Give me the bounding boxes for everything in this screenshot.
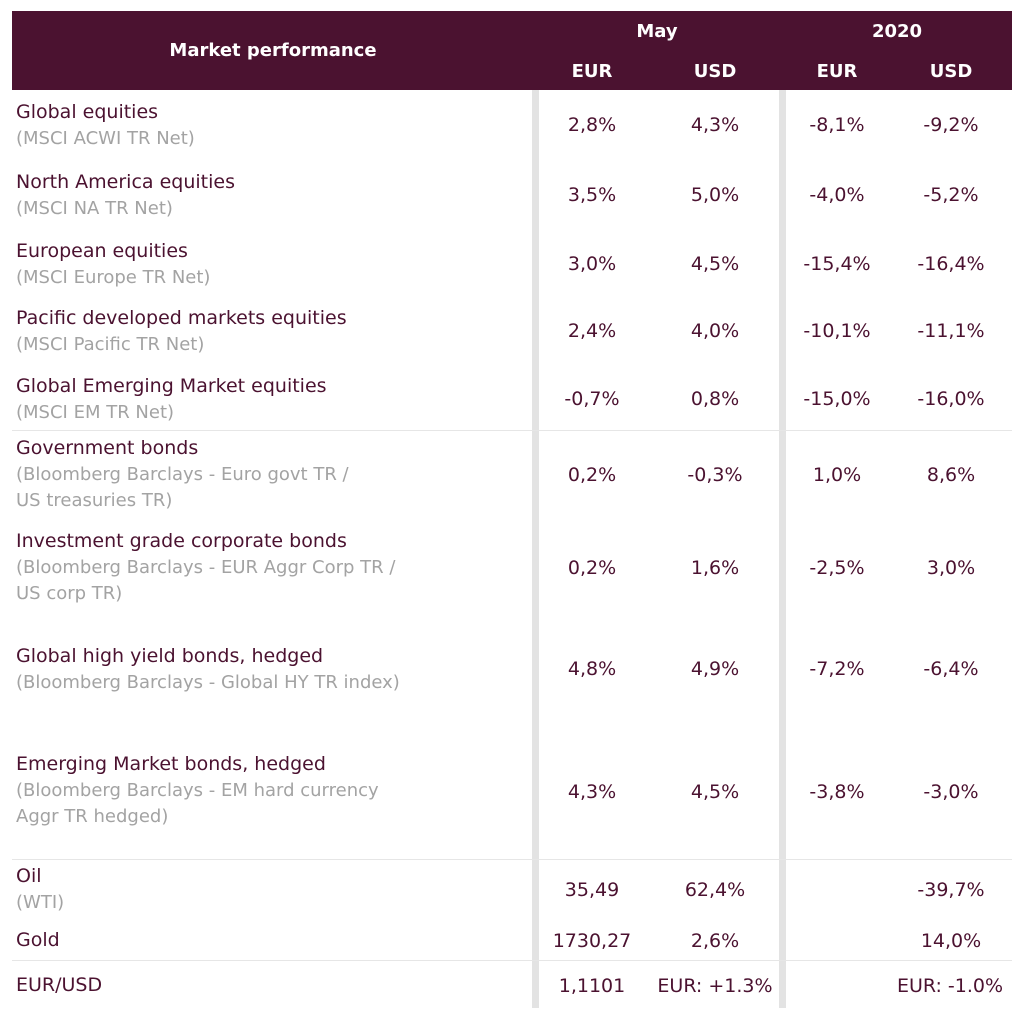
cell-may-usd: 4,9% — [690, 658, 740, 680]
header-group-2020: 2020 — [871, 21, 923, 42]
row-sublabel: (MSCI EM TR Net) — [16, 402, 175, 423]
row-sublabel: (Bloomberg Barclays - EUR Aggr Corp TR / — [16, 557, 396, 578]
row-label: Global high yield bonds, hedged — [16, 645, 324, 667]
table-row — [12, 238, 1012, 298]
cell-2020-eur: -15,4% — [803, 253, 871, 275]
table-row — [12, 435, 1012, 521]
cell-2020-usd: 8,6% — [926, 464, 976, 486]
cell-may-eur: 0,2% — [567, 464, 617, 486]
row-label: Gold — [16, 929, 60, 951]
row-label: Global Emerging Market equities — [16, 375, 327, 397]
cell-may-eur: 0,2% — [567, 557, 617, 579]
row-sublabel: US treasuries TR) — [16, 490, 173, 511]
table-row — [12, 99, 1012, 159]
cell-2020-usd: -16,4% — [917, 253, 985, 275]
cell-may-usd: 62,4% — [684, 879, 746, 901]
cell-may-usd: -0,3% — [687, 464, 743, 486]
row-sublabel: (MSCI Pacific TR Net) — [16, 334, 205, 355]
cell-may-usd: 2,6% — [690, 930, 740, 952]
header-2020-eur: EUR — [816, 61, 858, 82]
row-sublabel: US corp TR) — [16, 583, 123, 604]
header-may-usd: USD — [693, 61, 737, 82]
cell-2020-usd: -39,7% — [917, 879, 985, 901]
table-row — [12, 305, 1012, 365]
table-row — [12, 863, 1012, 919]
cell-2020-usd: -5,2% — [923, 184, 979, 206]
cell-may-usd: 0,8% — [690, 388, 740, 410]
cell-2020-usd: -11,1% — [917, 320, 985, 342]
market-performance-table — [12, 11, 1012, 1011]
cell-may-eur: 2,8% — [567, 114, 617, 136]
cell-may-usd: 4,3% — [690, 114, 740, 136]
cell-may-eur: 1730,27 — [552, 930, 632, 952]
table-row — [12, 972, 1012, 1002]
cell-2020-usd: 14,0% — [920, 930, 982, 952]
row-label: Emerging Market bonds, hedged — [16, 753, 326, 775]
cell-2020-usd: -3,0% — [923, 781, 979, 803]
row-sublabel: (Bloomberg Barclays - Euro govt TR / — [16, 464, 349, 485]
cell-may-eur: 2,4% — [567, 320, 617, 342]
row-label: European equities — [16, 240, 188, 262]
row-label: Global equities — [16, 101, 159, 123]
row-sublabel: (Bloomberg Barclays - Global HY TR index) — [16, 672, 400, 693]
cell-2020-usd: EUR: -1.0% — [896, 975, 1004, 997]
row-separator — [12, 859, 1012, 860]
cell-2020-eur: -2,5% — [809, 557, 865, 579]
cell-may-usd: EUR: +1.3% — [657, 975, 773, 997]
cell-may-usd: 4,5% — [690, 781, 740, 803]
cell-2020-usd: -6,4% — [923, 658, 979, 680]
cell-may-eur: 3,0% — [567, 253, 617, 275]
table-header — [12, 11, 1012, 90]
cell-may-usd: 5,0% — [690, 184, 740, 206]
cell-2020-eur: -15,0% — [803, 388, 871, 410]
row-separator — [12, 960, 1012, 961]
table-row — [12, 751, 1012, 837]
cell-2020-eur: -4,0% — [809, 184, 865, 206]
row-label: EUR/USD — [16, 974, 103, 996]
cell-2020-usd: -16,0% — [917, 388, 985, 410]
row-sublabel: (MSCI NA TR Net) — [16, 198, 173, 219]
cell-2020-usd: 3,0% — [926, 557, 976, 579]
cell-may-eur: -0,7% — [564, 388, 620, 410]
row-label: Oil — [16, 865, 42, 887]
row-label: Government bonds — [16, 437, 199, 459]
header-2020-usd: USD — [929, 61, 973, 82]
cell-may-eur: 4,3% — [567, 781, 617, 803]
table-row — [12, 927, 1012, 957]
row-separator — [12, 430, 1012, 431]
cell-2020-eur: -10,1% — [803, 320, 871, 342]
cell-may-eur: 1,1101 — [558, 975, 626, 997]
row-sublabel: (WTI) — [16, 892, 65, 913]
cell-2020-eur: 1,0% — [812, 464, 862, 486]
row-sublabel: (Bloomberg Barclays - EM hard currency — [16, 780, 379, 801]
cell-may-eur: 4,8% — [567, 658, 617, 680]
header-group-may: May — [636, 21, 678, 42]
table-row — [12, 169, 1012, 229]
cell-2020-eur: -3,8% — [809, 781, 865, 803]
cell-2020-usd: -9,2% — [923, 114, 979, 136]
cell-may-usd: 4,5% — [690, 253, 740, 275]
cell-2020-eur: -7,2% — [809, 658, 865, 680]
cell-2020-eur: -8,1% — [809, 114, 865, 136]
row-label: Investment grade corporate bonds — [16, 530, 347, 552]
table-row — [12, 643, 1012, 703]
header-may-eur: EUR — [571, 61, 613, 82]
row-label: Pacific developed markets equities — [16, 307, 347, 329]
cell-may-eur: 3,5% — [567, 184, 617, 206]
cell-may-eur: 35,49 — [564, 879, 620, 901]
row-sublabel: (MSCI ACWI TR Net) — [16, 128, 195, 149]
cell-may-usd: 4,0% — [690, 320, 740, 342]
row-label: North America equities — [16, 171, 235, 193]
table-row — [12, 373, 1012, 429]
row-sublabel: Aggr TR hedged) — [16, 806, 169, 827]
table-row — [12, 528, 1012, 614]
row-sublabel: (MSCI Europe TR Net) — [16, 267, 211, 288]
header-title: Market performance — [169, 40, 377, 61]
cell-may-usd: 1,6% — [690, 557, 740, 579]
